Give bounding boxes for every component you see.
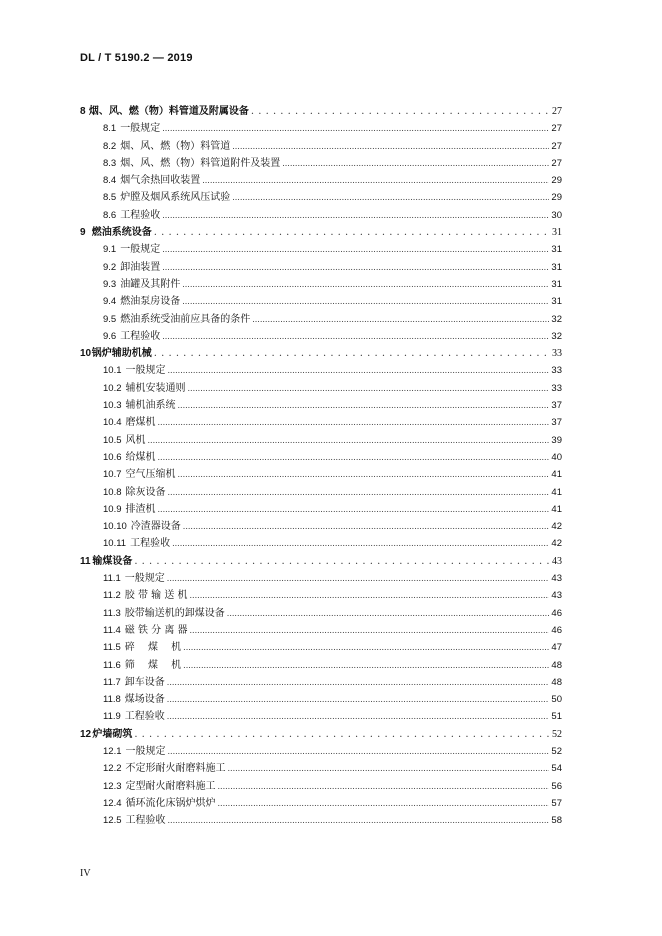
toc-entry-title: 辅机油系统 (125, 400, 176, 412)
toc-entry-title: 锅炉辅助机械 (91, 348, 152, 360)
toc-entry-title: 烟、风、燃（物）料管道 (120, 140, 231, 152)
toc-entry-title: 烟气余热回收装置 (120, 175, 201, 187)
toc-section-entry[interactable] (80, 517, 562, 534)
toc-entry-number: 12.3 (103, 780, 122, 792)
toc-section-entry[interactable] (80, 327, 562, 344)
toc-entry-page: 27 (552, 106, 562, 117)
toc-entry-number: 11.3 (103, 607, 121, 619)
toc-entry-number: 11.4 (103, 624, 121, 636)
toc-section-entry[interactable] (80, 673, 562, 690)
dot-leader (190, 590, 550, 601)
toc-section-entry[interactable] (80, 794, 562, 811)
toc-section-entry[interactable] (80, 206, 562, 223)
toc-entry-number: 10.7 (103, 469, 122, 481)
toc-entry-number: 9.1 (103, 244, 117, 256)
dot-leader (148, 435, 550, 446)
toc-entry-number: 9.4 (103, 296, 117, 308)
toc-entry-page: 37 (551, 400, 562, 412)
toc-entry-number: 9.6 (103, 330, 117, 342)
dot-leader (158, 417, 550, 428)
toc-entry-page: 50 (551, 694, 562, 706)
toc-entry-page: 48 (551, 676, 562, 688)
dot-leader (158, 452, 550, 463)
toc-entry-title: 磁 铁 分 离 器 (124, 624, 188, 636)
dot-leader (218, 798, 550, 809)
toc-entry-page: 33 (551, 382, 562, 394)
toc-section-entry[interactable] (80, 759, 562, 776)
toc-entry-title: 胶带输送机的卸煤设备 (124, 607, 225, 619)
toc-entry-title: 筛 煤 机 (124, 659, 182, 671)
toc-entry-number: 11.9 (103, 711, 121, 723)
toc-entry-page: 57 (551, 797, 562, 809)
toc-section-entry[interactable] (80, 534, 562, 551)
toc-entry-number: 11.8 (103, 694, 121, 706)
toc-entry-title: 一般规定 (120, 123, 161, 135)
toc-entry-page: 41 (551, 503, 562, 515)
toc-section-entry[interactable] (80, 448, 562, 465)
toc-entry-page: 29 (551, 192, 562, 204)
toc-section-entry[interactable] (80, 638, 562, 655)
toc-entry-page: 33 (552, 348, 562, 360)
dot-leader (228, 763, 550, 774)
toc-section-entry[interactable] (80, 690, 562, 707)
toc-entry-page: 31 (551, 261, 562, 273)
toc-entry-number: 10.11 (103, 538, 127, 550)
dot-leader (168, 815, 550, 826)
toc-entry-number: 12 (80, 728, 92, 740)
toc-entry-number: 12.2 (103, 763, 122, 775)
dot-leader (134, 729, 550, 740)
table-of-contents (80, 102, 562, 828)
toc-section-entry[interactable] (80, 656, 562, 673)
toc-section-entry[interactable] (80, 361, 562, 378)
toc-entry-title: 卸车设备 (124, 676, 165, 688)
toc-entry-number: 12.5 (103, 815, 122, 827)
toc-section-entry[interactable] (80, 240, 562, 257)
dot-leader (162, 331, 549, 342)
toc-entry-page: 39 (551, 434, 562, 446)
dot-leader (251, 106, 550, 117)
toc-section-entry[interactable] (80, 431, 562, 448)
toc-section-entry[interactable] (80, 569, 562, 586)
toc-entry-title: 烟、风、燃（物）料管道附件及装置 (120, 157, 281, 169)
toc-entry-page: 43 (551, 590, 562, 602)
toc-section-entry[interactable] (80, 396, 562, 413)
dot-leader (182, 296, 549, 307)
document-code: DL / T 5190.2 — 2019 (80, 52, 193, 64)
dot-leader (182, 279, 549, 290)
toc-entry-title: 输煤设备 (92, 555, 133, 567)
toc-entry-title: 排渣机 (125, 503, 156, 515)
toc-entry-page: 31 (551, 244, 562, 256)
toc-entry-page: 32 (551, 313, 562, 325)
toc-entry-page: 54 (551, 763, 562, 775)
toc-chapter-entry[interactable] (80, 725, 562, 742)
toc-entry-title: 冷渣器设备 (130, 521, 181, 533)
dot-leader (188, 383, 550, 394)
dot-leader (218, 781, 550, 792)
toc-section-entry[interactable] (80, 379, 562, 396)
dot-leader (183, 642, 549, 653)
toc-section-entry[interactable] (80, 188, 562, 205)
toc-entry-title: 工程验收 (130, 538, 171, 550)
dot-leader (168, 487, 550, 498)
toc-entry-page: 43 (552, 555, 562, 567)
toc-entry-page: 52 (551, 745, 562, 757)
toc-section-entry[interactable] (80, 777, 562, 794)
toc-section-entry[interactable] (80, 811, 562, 828)
toc-section-entry[interactable] (80, 119, 562, 136)
toc-entry-page: 32 (551, 330, 562, 342)
dot-leader (202, 175, 549, 186)
toc-entry-title: 烟、风、燃（物）料管道及附属设备 (88, 106, 249, 117)
toc-section-entry[interactable] (80, 707, 562, 724)
toc-entry-page: 56 (551, 780, 562, 792)
toc-section-entry[interactable] (80, 275, 562, 292)
toc-entry-title: 煤场设备 (124, 694, 165, 706)
toc-entry-title: 循环流化床锅炉烘炉 (125, 797, 216, 809)
toc-entry-page: 27 (551, 123, 562, 135)
toc-chapter-entry[interactable] (80, 223, 562, 240)
toc-entry-number: 11.5 (103, 642, 121, 654)
toc-entry-number: 11.1 (103, 573, 121, 585)
toc-entry-title: 碎 煤 机 (124, 642, 182, 654)
dot-leader (178, 400, 550, 411)
toc-entry-title: 风机 (125, 434, 146, 446)
toc-entry-number: 8.2 (103, 140, 117, 152)
toc-section-entry[interactable] (80, 171, 562, 188)
toc-entry-title: 辅机安装通则 (125, 382, 186, 394)
toc-entry-title: 不定形耐火耐磨料施工 (125, 763, 226, 775)
dot-leader (162, 123, 549, 134)
toc-entry-title: 炉墙砌筑 (92, 728, 133, 740)
toc-entry-title: 炉膛及烟风系统风压试验 (120, 192, 231, 204)
toc-entry-page: 43 (551, 573, 562, 585)
toc-entry-title: 空气压缩机 (125, 469, 176, 481)
toc-entry-number: 11.2 (103, 590, 121, 602)
toc-entry-title: 卸油装置 (120, 261, 161, 273)
toc-entry-number: 10.3 (103, 400, 122, 412)
dot-leader (158, 504, 550, 515)
toc-entry-title: 一般规定 (125, 745, 166, 757)
toc-entry-page: 47 (551, 642, 562, 654)
dot-leader (282, 158, 549, 169)
dot-leader (172, 538, 549, 549)
toc-entry-title: 燃油泵房设备 (120, 296, 181, 308)
toc-section-entry[interactable] (80, 586, 562, 603)
dot-leader (167, 694, 550, 705)
toc-section-entry[interactable] (80, 742, 562, 759)
toc-entry-number: 10.10 (103, 521, 127, 533)
dot-leader (167, 573, 550, 584)
toc-entry-number: 11.7 (103, 676, 121, 688)
toc-entry-number: 8.5 (103, 192, 117, 204)
toc-entry-page: 52 (552, 728, 562, 740)
toc-entry-page: 41 (551, 486, 562, 498)
toc-entry-number: 8.6 (103, 209, 117, 221)
dot-leader (162, 210, 549, 221)
toc-entry-title: 燃油系统设备 (91, 227, 152, 239)
dot-leader (167, 677, 550, 688)
toc-entry-page: 58 (551, 815, 562, 827)
toc-entry-title: 油罐及其附件 (120, 278, 181, 290)
toc-entry-title: 一般规定 (125, 365, 166, 377)
toc-entry-page: 42 (551, 521, 562, 533)
toc-entry-title: 磨煤机 (125, 417, 156, 429)
dot-leader (154, 348, 550, 359)
toc-entry-page: 46 (551, 607, 562, 619)
toc-entry-number: 10.5 (103, 434, 122, 446)
toc-entry-title: 除灰设备 (125, 486, 166, 498)
dot-leader (178, 469, 550, 480)
toc-section-entry[interactable] (80, 604, 562, 621)
page-number: IV (80, 868, 91, 879)
toc-chapter-entry[interactable] (80, 344, 562, 361)
toc-section-entry[interactable] (80, 621, 562, 638)
toc-chapter-entry[interactable] (80, 102, 562, 119)
toc-entry-number: 10.9 (103, 503, 122, 515)
toc-entry-page: 46 (551, 624, 562, 636)
dot-leader (232, 192, 549, 203)
toc-entry-number: 8.4 (103, 175, 117, 187)
toc-entry-number: 10.6 (103, 451, 122, 463)
toc-entry-title: 一般规定 (124, 573, 165, 585)
toc-entry-page: 40 (551, 451, 562, 463)
toc-chapter-entry[interactable] (80, 552, 562, 569)
toc-section-entry[interactable] (80, 413, 562, 430)
toc-entry-page: 31 (551, 296, 562, 308)
toc-entry-title: 工程验收 (125, 815, 166, 827)
toc-section-entry[interactable] (80, 465, 562, 482)
toc-entry-page: 33 (551, 365, 562, 377)
toc-entry-page: 37 (551, 417, 562, 429)
toc-section-entry[interactable] (80, 154, 562, 171)
toc-entry-number: 9.2 (103, 261, 117, 273)
toc-entry-page: 31 (552, 227, 562, 239)
toc-entry-number: 10.4 (103, 417, 122, 429)
toc-entry-number: 11 (80, 555, 91, 567)
dot-leader (162, 262, 549, 273)
toc-entry-number: 9.5 (103, 313, 117, 325)
toc-entry-title: 燃油系统受油前应具备的条件 (120, 313, 251, 325)
toc-entry-title: 给煤机 (125, 451, 156, 463)
dot-leader (162, 244, 549, 255)
toc-section-entry[interactable] (80, 500, 562, 517)
toc-entry-number: 11.6 (103, 659, 121, 671)
dot-leader (252, 314, 549, 325)
toc-entry-number: 8.3 (103, 157, 117, 169)
dot-leader (190, 625, 550, 636)
toc-entry-number: 10.8 (103, 486, 122, 498)
toc-entry-number: 12.4 (103, 797, 122, 809)
toc-entry-page: 29 (551, 175, 562, 187)
dot-leader (168, 365, 550, 376)
toc-entry-number: 8.1 (103, 123, 117, 135)
toc-entry-page: 51 (551, 711, 562, 723)
toc-section-entry[interactable] (80, 292, 562, 309)
toc-entry-page: 42 (551, 538, 562, 550)
toc-entry-page: 30 (551, 209, 562, 221)
dot-leader (227, 608, 550, 619)
toc-entry-number: 10.2 (103, 382, 122, 394)
toc-entry-number: 10.1 (103, 365, 122, 377)
toc-entry-page: 41 (551, 469, 562, 481)
dot-leader (183, 660, 549, 671)
toc-section-entry[interactable] (80, 310, 562, 327)
toc-entry-title: 工程验收 (120, 209, 161, 221)
toc-entry-number: 9 (80, 227, 86, 239)
toc-entry-title: 定型耐火耐磨料施工 (125, 780, 216, 792)
dot-leader (183, 521, 550, 532)
toc-entry-number: 8 (80, 106, 86, 117)
toc-entry-title: 一般规定 (120, 244, 161, 256)
toc-entry-title: 工程验收 (124, 711, 165, 723)
dot-leader (168, 746, 550, 757)
toc-section-entry[interactable] (80, 137, 562, 154)
toc-entry-number: 12.1 (103, 745, 122, 757)
toc-entry-title: 胶 带 输 送 机 (124, 590, 188, 602)
dot-leader (232, 141, 549, 152)
toc-entry-title: 工程验收 (120, 330, 161, 342)
toc-entry-page: 48 (551, 659, 562, 671)
toc-entry-number: 9.3 (103, 278, 117, 290)
dot-leader (167, 711, 550, 722)
toc-entry-page: 31 (551, 278, 562, 290)
toc-entry-page: 27 (551, 157, 562, 169)
toc-section-entry[interactable] (80, 483, 562, 500)
dot-leader (134, 556, 550, 567)
dot-leader (154, 227, 550, 238)
toc-entry-page: 27 (551, 140, 562, 152)
toc-entry-number: 10 (80, 348, 92, 360)
toc-section-entry[interactable] (80, 258, 562, 275)
